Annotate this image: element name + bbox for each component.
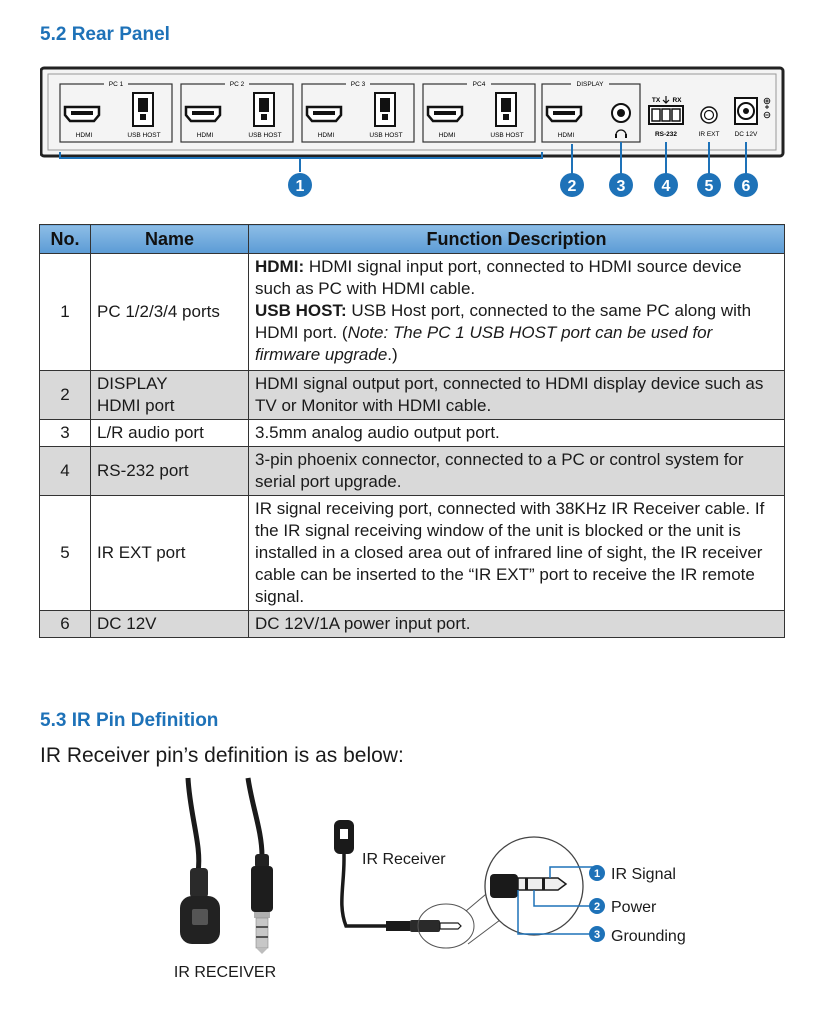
hdmi-port-icon xyxy=(547,107,581,121)
svg-text:4: 4 xyxy=(661,178,671,195)
pc-group-label: PC 2 xyxy=(229,81,245,88)
usb-port-icon xyxy=(375,93,395,126)
table-row xyxy=(40,496,785,611)
svg-text:5: 5 xyxy=(704,178,714,195)
svg-text:2: 2 xyxy=(567,178,577,195)
display-group-label: DISPLAY xyxy=(576,81,604,88)
row-name-line: HDMI port xyxy=(97,396,175,415)
row-no: 5 xyxy=(40,496,91,611)
row-desc: HDMI signal output port, connected to HDMI display device such as TV or Monitor with HDMI cable. xyxy=(249,371,785,420)
row-desc: IR signal receiving port, connected with 38KHz IR Receiver cable. If the IR signal receiving window of the unit is blocked or the unit is installed in a closed area out of infrared line of sight, the IR receiver cable can be inserted to the “IR EXT” port to receive the IR remote signal. xyxy=(249,496,785,611)
row-no: 3 xyxy=(40,420,91,447)
callout-badge xyxy=(697,173,721,197)
table-row xyxy=(40,611,785,638)
rear-panel-diagram xyxy=(40,62,785,204)
firmware-note: Note: The PC 1 USB HOST port can be used for firmware upgrade xyxy=(255,323,713,364)
callout-badge xyxy=(654,173,678,197)
usb-label: USB HOST xyxy=(490,132,524,139)
ir-receiver-drawing xyxy=(334,820,596,948)
svg-text:6: 6 xyxy=(741,178,751,195)
row-name: DC 12V xyxy=(91,611,249,638)
rx-label: RX xyxy=(672,97,682,104)
ir-receiver-label: IR Receiver xyxy=(362,851,446,868)
svg-text:3: 3 xyxy=(616,178,626,195)
hdmi-term: HDMI: xyxy=(255,257,305,276)
row-no: 6 xyxy=(40,611,91,638)
svg-text:1: 1 xyxy=(593,868,601,880)
function-table xyxy=(39,224,785,638)
row-name-line: DISPLAY xyxy=(97,374,168,393)
hdmi-label: HDMI xyxy=(196,132,214,139)
row-no: 2 xyxy=(40,371,91,420)
usb-port-icon xyxy=(254,93,274,126)
usb-label: USB HOST xyxy=(127,132,161,139)
pin-callout xyxy=(589,865,676,883)
usb-label: USB HOST xyxy=(248,132,282,139)
row-name: RS-232 port xyxy=(91,447,249,496)
hdmi-port-icon xyxy=(307,107,341,121)
pin-label: Power xyxy=(611,899,657,916)
hdmi-label: HDMI xyxy=(317,132,335,139)
callout-badge xyxy=(609,173,633,197)
usb-desc: USB Host port, connected to the same PC along with HDMI port. ( xyxy=(255,301,752,342)
callout-badge xyxy=(560,173,584,197)
callout-badge xyxy=(288,173,312,197)
pin-label: IR Signal xyxy=(611,866,676,883)
row-no: 1 xyxy=(40,254,91,371)
ir-receiver-photo xyxy=(180,778,273,954)
table-row xyxy=(40,371,785,420)
header-no: No. xyxy=(40,225,91,254)
ir-ext-label: IR EXT xyxy=(698,131,720,138)
row-name: PC 1/2/3/4 ports xyxy=(91,254,249,371)
usb-term: USB HOST: xyxy=(255,301,347,320)
hdmi-desc: HDMI signal input port, connected to HDMI source device such as PC with HDMI cable. xyxy=(255,257,742,298)
pc-group-label: PC4 xyxy=(472,81,486,88)
row-desc xyxy=(249,254,785,371)
hdmi-port-icon xyxy=(186,107,220,121)
hdmi-port-icon xyxy=(65,107,99,121)
table-row xyxy=(40,254,785,371)
note-end: .) xyxy=(387,345,398,364)
pc-group-label: PC 3 xyxy=(350,81,366,88)
usb-port-icon xyxy=(133,93,153,126)
ir-receiver-caption: IR RECEIVER xyxy=(173,964,277,981)
section-title-rear-panel: 5.2 Rear Panel xyxy=(40,24,170,45)
row-name: IR EXT port xyxy=(91,496,249,611)
pin-callout xyxy=(589,926,686,945)
tx-label: TX xyxy=(651,97,661,104)
section-title-ir-pin: 5.3 IR Pin Definition xyxy=(40,710,219,731)
table-row xyxy=(40,447,785,496)
header-desc: Function Description xyxy=(249,225,785,254)
pin-callout xyxy=(589,898,657,916)
display-hdmi-label: HDMI xyxy=(557,132,575,139)
pin-label: Grounding xyxy=(611,928,686,945)
hdmi-label: HDMI xyxy=(75,132,93,139)
row-desc: 3-pin phoenix connector, connected to a PC or control system for serial port upgrade. xyxy=(249,447,785,496)
ir-intro-text: IR Receiver pin’s definition is as below: xyxy=(40,744,404,767)
usb-label: USB HOST xyxy=(369,132,403,139)
row-no: 4 xyxy=(40,447,91,496)
row-name xyxy=(91,371,249,420)
pc-group-label: PC 1 xyxy=(108,81,124,88)
ir-receiver-diagram xyxy=(150,776,710,988)
row-desc: 3.5mm analog audio output port. xyxy=(249,420,785,447)
svg-text:2: 2 xyxy=(593,901,601,913)
usb-port-icon xyxy=(496,93,516,126)
row-name: L/R audio port xyxy=(91,420,249,447)
dc-label: DC 12V xyxy=(734,131,758,138)
svg-text:1: 1 xyxy=(295,178,305,195)
header-name: Name xyxy=(91,225,249,254)
svg-text:3: 3 xyxy=(593,929,601,941)
table-header-row xyxy=(40,225,785,254)
hdmi-label: HDMI xyxy=(438,132,456,139)
hdmi-port-icon xyxy=(428,107,462,121)
rs232-label: RS-232 xyxy=(654,131,678,138)
row-desc: DC 12V/1A power input port. xyxy=(249,611,785,638)
table-row xyxy=(40,420,785,447)
callout-badge xyxy=(734,173,758,197)
